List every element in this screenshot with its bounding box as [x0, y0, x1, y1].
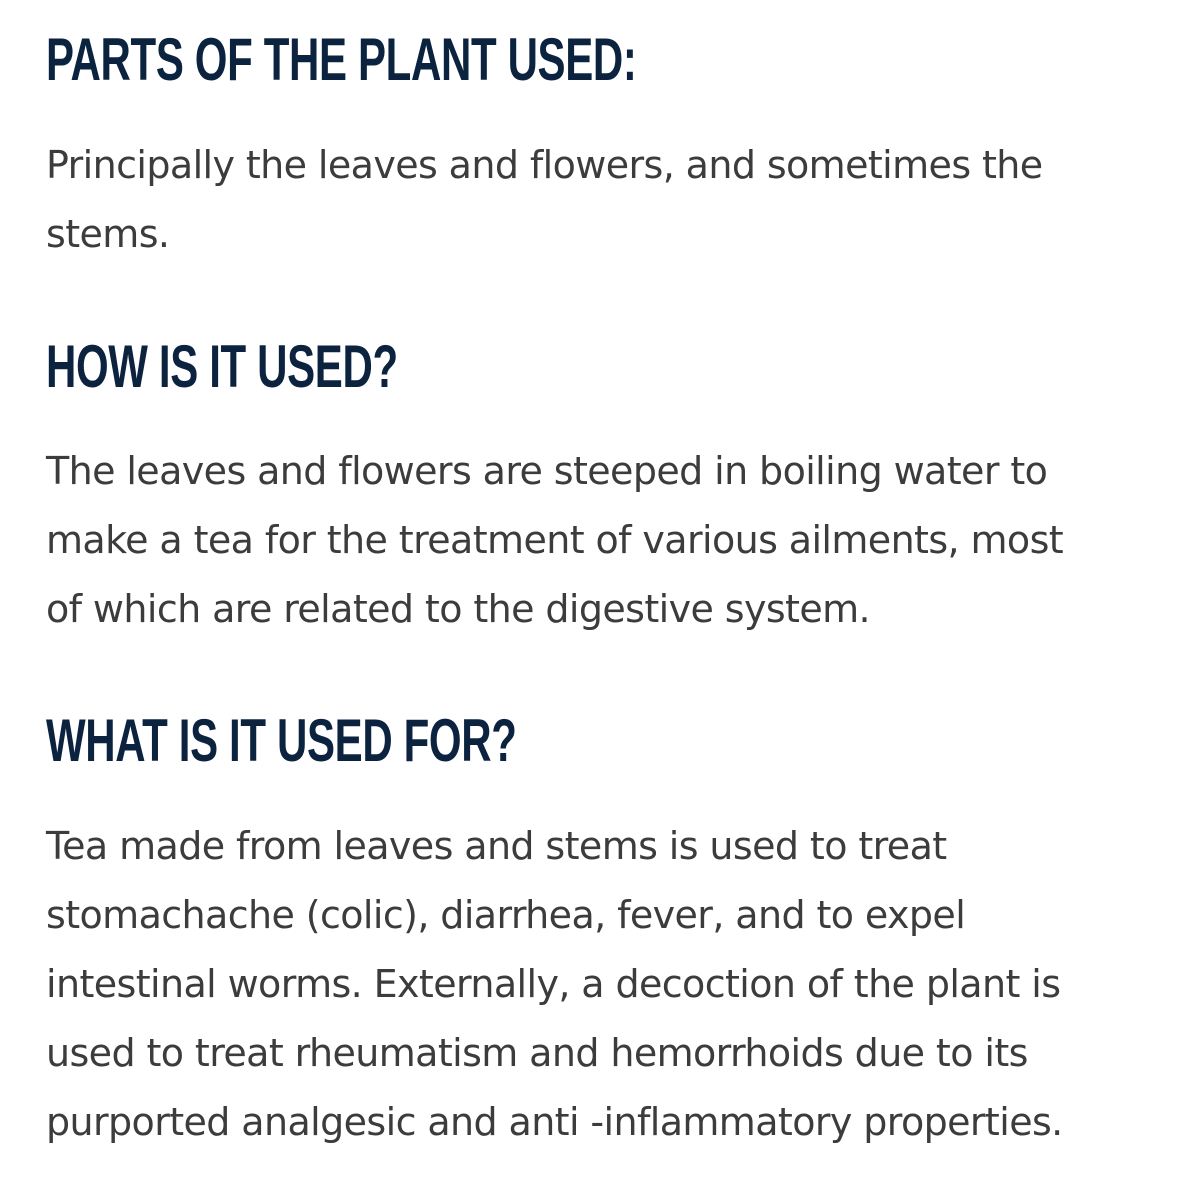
heading-what-is-it-used-for: WHAT IS IT USED FOR?	[46, 707, 517, 774]
text-line: of which are related to the digestive system.	[46, 587, 871, 631]
text-line: stomachache (colic), diarrhea, fever, and to expel	[46, 893, 966, 937]
text-line: make a tea for the treatment of various ailments, most	[46, 518, 1064, 562]
paragraph-how-is-it-used	[46, 437, 1136, 644]
text-line: The leaves and flowers are steeped in boiling water to	[46, 449, 1048, 493]
text-line: used to treat rheumatism and hemorrhoids due to its	[46, 1031, 1028, 1075]
text-line: purported analgesic and anti -inflammatory properties.	[46, 1100, 1063, 1144]
heading-parts-of-plant-used: PARTS OF THE PLANT USED:	[46, 26, 637, 93]
text-line: stems.	[46, 212, 170, 256]
paragraph-what-is-it-used-for	[46, 812, 1136, 1157]
text-line: intestinal worms. Externally, a decoction of the plant is	[46, 962, 1061, 1006]
text-line: Tea made from leaves and stems is used to treat	[46, 824, 947, 868]
heading-how-is-it-used: HOW IS IT USED?	[46, 333, 398, 400]
text-line: Principally the leaves and flowers, and sometimes the	[46, 143, 1043, 187]
paragraph-parts-of-plant-used	[46, 131, 1136, 269]
